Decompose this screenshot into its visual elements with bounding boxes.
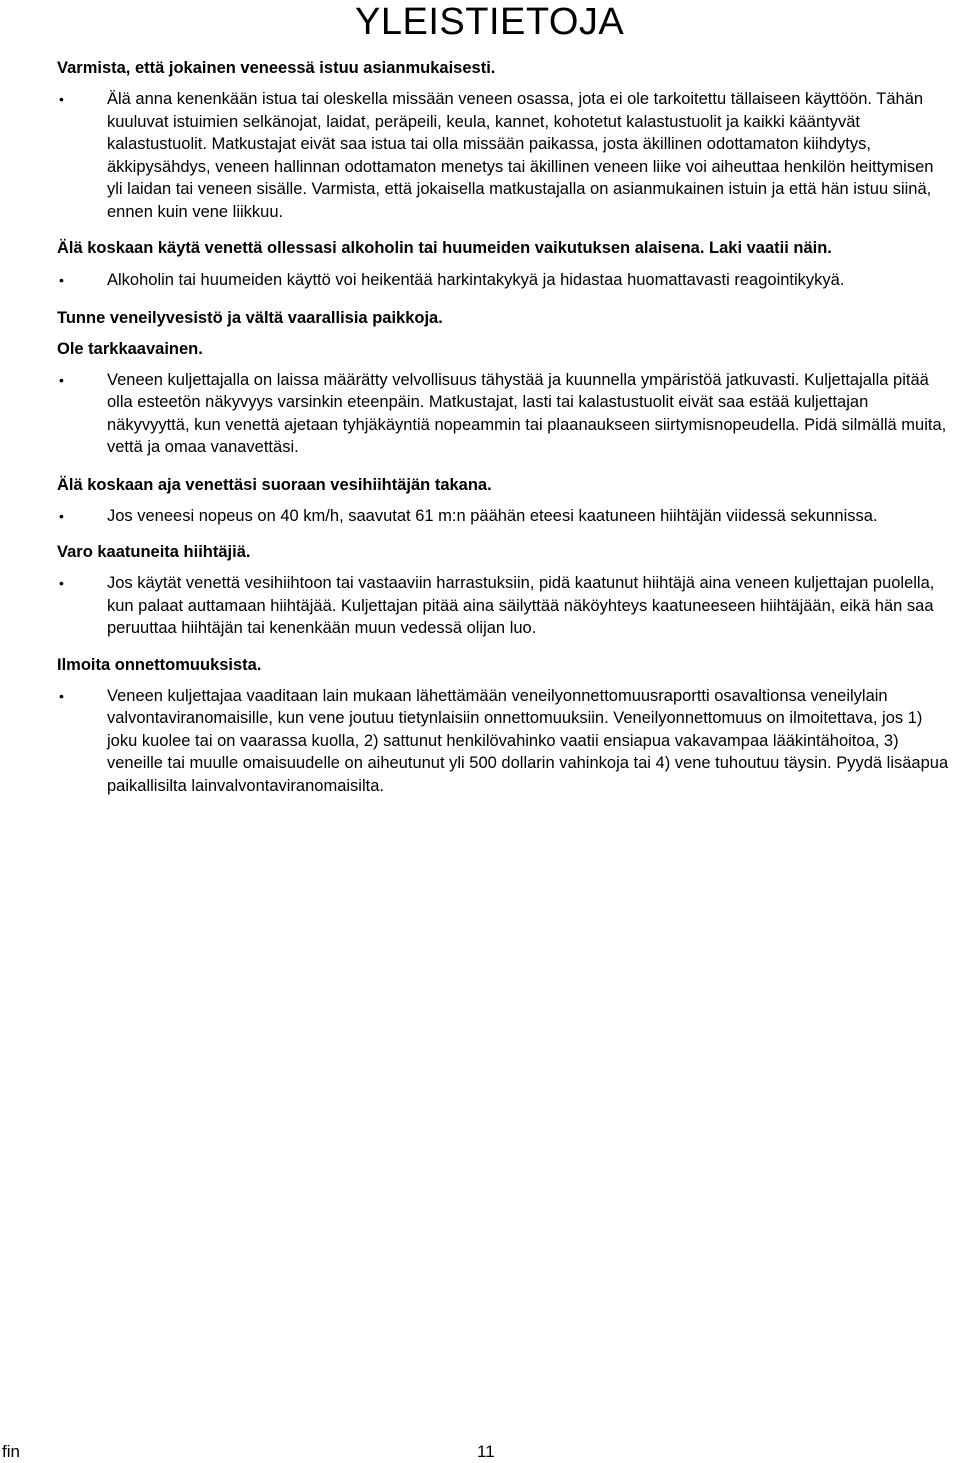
list-item bbox=[57, 685, 952, 798]
bullet-icon: • bbox=[59, 575, 64, 591]
section-heading: Älä koskaan käytä venettä ollessasi alkoholin tai huumeiden vaikutuksen alaisena. Laki vaatii näin. bbox=[57, 239, 832, 257]
list-item-text: Jos veneesi nopeus on 40 km/h, saavutat 61 m:n päähän eteesi kaatuneen hiihtäjän viidessä sekunnissa. bbox=[107, 506, 878, 525]
section-seating bbox=[57, 57, 952, 223]
list-item-text: Älä anna kenenkään istua tai oleskella missään veneen osassa, jota ei ole tarkoitettu tällaiseen käyttöön. Tähän kuuluvat istuimien selkänojat, laidat, peräpeili, keula, kannet, kohotetut kalastustuolit ja kaikki kääntyvät kalastustuolit. Matkustajat eivät saa istua tai olla missään paikassa, josta äkillinen odottamaton kiihdytys, äkkipysähdys, veneen hallinnan odottamaton menetys tai äkillinen veneen liike voi aiheuttaa henkilön heittymisen yli laidan tai veneen sisälle. Varmista, että jokaisella matkustajalla on asianmukainen istuin ja että hän istuu siinä, ennen kuin vene liikkuu. bbox=[107, 90, 934, 221]
list-item-text: Veneen kuljettajalla on laissa määrätty velvollisuus tähystää ja kuunnella ympäristöä jatkuvasti. Kuljettajalla pitää olla esteetön näkyvyys varsinkin eteenpäin. Matkustajat, lasti tai kalastustuolit eivät saa estää kuljettajan näkyvyyttä, kun venettä ajetaan tyhjäkäyntiä nopeammin tai plaanaukseen siirtymisnopeudella. Pidä silmällä muita, vettä ja omaa vanavettäsi. bbox=[107, 370, 947, 456]
list-item bbox=[57, 369, 952, 459]
bullet-icon: • bbox=[59, 91, 64, 107]
list-item-text: Alkoholin tai huumeiden käyttö voi heikentää harkintakykyä ja hidastaa huomattavasti reagointikykyä. bbox=[107, 271, 845, 289]
section-alcohol bbox=[57, 237, 952, 292]
list-item bbox=[57, 88, 952, 223]
page-number: 11 bbox=[477, 1442, 495, 1461]
section-waters bbox=[57, 307, 952, 329]
section-heading: Ilmoita onnettomuuksista. bbox=[57, 655, 262, 674]
section-fallen-skiers bbox=[57, 541, 952, 640]
list-item-text: Jos käytät venettä vesihiihtoon tai vastaaviin harrastuksiin, pidä kaatunut hiihtäjä aina veneen kuljettajan puolella, kun palaat auttamaan hiihtäjää. Kuljettajan pitää aina säilyttää näköyhteys kaatuneeseen hiihtäjään, eikä hän saa peruuttaa hiihtäjän tai kenenkään muun vedessä olijan luo. bbox=[107, 574, 935, 637]
section-attentive bbox=[57, 338, 952, 459]
list-item bbox=[57, 572, 952, 640]
section-heading: Älä koskaan aja venettäsi suoraan vesihiihtäjän takana. bbox=[57, 475, 492, 494]
bullet-icon: • bbox=[59, 507, 64, 524]
document-body bbox=[57, 57, 952, 797]
bullet-icon: • bbox=[59, 371, 64, 388]
list-item-text: Veneen kuljettajaa vaaditaan lain mukaan lähettämään veneilyonnettomuusraportti osavaltionsa veneilylain valvontaviranomaisille, kun vene joutuu tietynlaisiin onnettomuuksiin. Veneilyonnettomuus on ilmoitettava, jos 1) joku kuolee tai on vaarassa kuolla, 2) sattunut henkilövahinko vaatii ensiapua vakavampaa lääkintähoitoa, 3) veneille tai muulle omaisuudelle on aiheutunut yli 500 dollarin vahinkoja tai 4) vene tuhoutuu täysin. Pyydä lisäapua paikallisilta lainvalvontaviranomaisilta. bbox=[107, 686, 949, 795]
section-heading: Varmista, että jokainen veneessä istuu asianmukaisesti. bbox=[57, 59, 496, 77]
language-code: fin bbox=[2, 1442, 20, 1461]
section-heading: Tunne veneilyvesistö ja vältä vaarallisia paikkoja. bbox=[57, 308, 443, 327]
list-item bbox=[57, 505, 952, 528]
section-heading: Varo kaatuneita hiihtäjiä. bbox=[57, 543, 251, 561]
page-title: YLEISTIETOJA bbox=[355, 1, 625, 43]
bullet-icon: • bbox=[59, 687, 64, 704]
bullet-icon: • bbox=[59, 272, 64, 288]
section-report-accidents bbox=[57, 654, 952, 798]
section-skier-behind bbox=[57, 474, 952, 528]
section-heading: Ole tarkkaavainen. bbox=[57, 339, 203, 358]
list-item bbox=[57, 269, 952, 292]
